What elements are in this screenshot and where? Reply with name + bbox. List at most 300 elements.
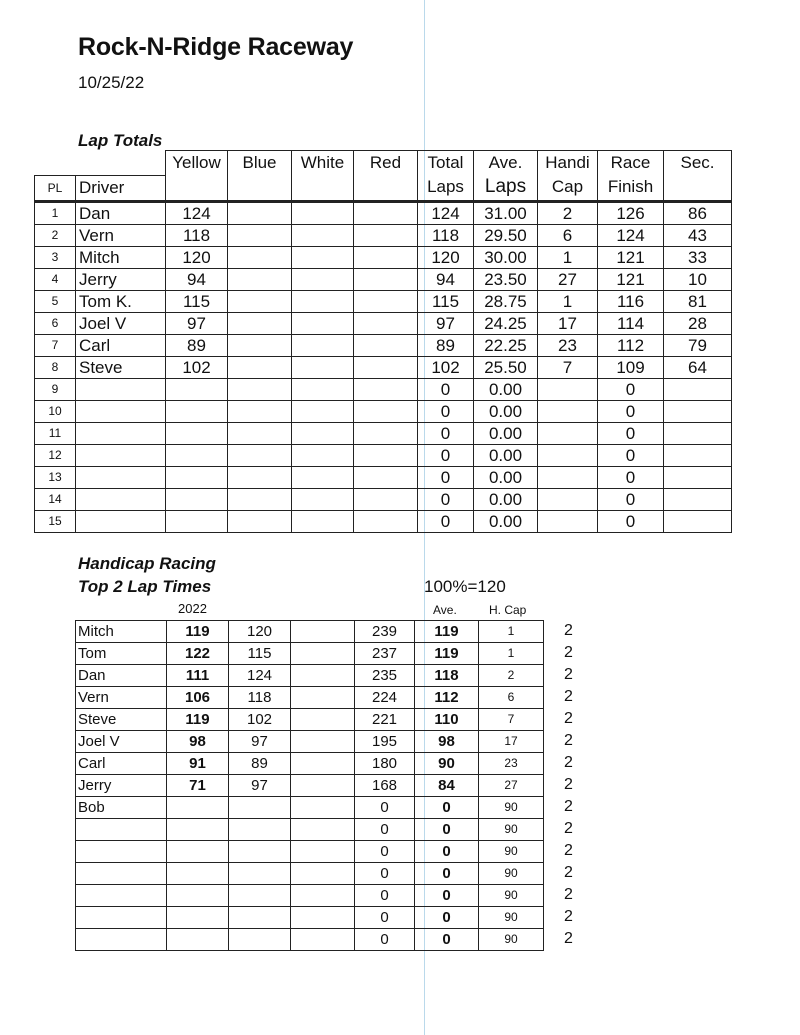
handicap-row [76, 819, 544, 841]
col-ave-laps-top: Ave. [474, 151, 538, 176]
lap-sum-cell: 235 [355, 665, 415, 687]
sec-cell [664, 400, 732, 422]
lap-sum-cell: 224 [355, 687, 415, 709]
handicap-row [76, 907, 544, 929]
race-finish-cell: 0 [598, 444, 664, 466]
place-cell: 5 [35, 290, 76, 312]
col-yellow: Yellow [166, 151, 228, 176]
handicap-cell: 17 [538, 312, 598, 334]
col-handicap-bottom: Cap [538, 175, 598, 201]
handicap-cell [538, 466, 598, 488]
yellow-cell: 120 [166, 246, 228, 268]
place-cell: 2 [35, 224, 76, 246]
best-lap-cell [167, 841, 229, 863]
lap-row [35, 422, 732, 444]
best-lap-cell: 122 [167, 643, 229, 665]
lap-sum-cell: 0 [355, 907, 415, 929]
handicap-driver-cell [76, 929, 167, 951]
best-lap-cell: 91 [167, 753, 229, 775]
empty-cell [291, 819, 355, 841]
second-lap-cell: 120 [229, 621, 291, 643]
place-cell: 7 [35, 334, 76, 356]
empty-cell [291, 885, 355, 907]
blue-cell [228, 356, 292, 378]
average-cell: 119 [415, 621, 479, 643]
sec-cell: 64 [664, 356, 732, 378]
average-cell: 90 [415, 753, 479, 775]
average-cell: 0 [415, 841, 479, 863]
best-lap-cell [167, 885, 229, 907]
empty-cell [291, 731, 355, 753]
hcap-cell: 90 [479, 907, 544, 929]
col-blue-sub [228, 175, 292, 201]
handicap-driver-cell [76, 841, 167, 863]
handicap-extra-value: 2 [564, 732, 573, 749]
second-lap-cell [229, 885, 291, 907]
red-cell [354, 488, 418, 510]
best-lap-cell: 98 [167, 731, 229, 753]
col-yellow-sub [166, 175, 228, 201]
red-cell [354, 466, 418, 488]
best-lap-cell: 119 [167, 709, 229, 731]
blue-cell [228, 488, 292, 510]
sec-cell: 79 [664, 334, 732, 356]
second-lap-cell [229, 841, 291, 863]
lap-row [35, 444, 732, 466]
hcap-cell: 90 [479, 863, 544, 885]
red-cell [354, 246, 418, 268]
ave-laps-cell: 0.00 [474, 378, 538, 400]
total-laps-cell: 120 [418, 246, 474, 268]
driver-cell [76, 488, 166, 510]
place-cell: 1 [35, 201, 76, 224]
yellow-cell [166, 378, 228, 400]
handicap-extra-value: 2 [564, 754, 573, 771]
red-cell [354, 312, 418, 334]
total-laps-cell: 0 [418, 444, 474, 466]
lap-sum-cell: 168 [355, 775, 415, 797]
col-pl: PL [35, 175, 76, 201]
yellow-cell: 124 [166, 201, 228, 224]
sec-cell: 81 [664, 290, 732, 312]
race-finish-cell: 109 [598, 356, 664, 378]
handicap-row [76, 863, 544, 885]
empty-cell [291, 709, 355, 731]
lap-row [35, 378, 732, 400]
ave-laps-cell: 28.75 [474, 290, 538, 312]
lap-row [35, 268, 732, 290]
lap-sum-cell: 0 [355, 841, 415, 863]
race-finish-cell: 126 [598, 201, 664, 224]
empty-cell [291, 621, 355, 643]
ave-laps-cell: 29.50 [474, 224, 538, 246]
driver-cell: Joel V [76, 312, 166, 334]
average-cell: 118 [415, 665, 479, 687]
handicap-row [76, 621, 544, 643]
yellow-cell: 97 [166, 312, 228, 334]
second-lap-cell: 97 [229, 731, 291, 753]
blue-cell [228, 201, 292, 224]
red-cell [354, 510, 418, 532]
col-sec-sub [664, 175, 732, 201]
empty-cell [291, 775, 355, 797]
handicap-row [76, 775, 544, 797]
average-cell: 0 [415, 797, 479, 819]
hcap-cell: 90 [479, 929, 544, 951]
driver-cell [76, 466, 166, 488]
lap-row [35, 290, 732, 312]
page-title: Rock-N-Ridge Raceway [78, 33, 354, 61]
col-white-sub [292, 175, 354, 201]
blue-cell [228, 466, 292, 488]
place-cell: 4 [35, 268, 76, 290]
handicap-cell: 2 [538, 201, 598, 224]
race-finish-cell: 0 [598, 378, 664, 400]
ave-laps-cell: 0.00 [474, 422, 538, 444]
average-cell: 0 [415, 929, 479, 951]
lap-totals-table [34, 150, 732, 533]
col-blue: Blue [228, 151, 292, 176]
hcap-cell: 2 [479, 665, 544, 687]
place-cell: 12 [35, 444, 76, 466]
white-cell [292, 312, 354, 334]
handicap-racing-title: Handicap Racing [78, 554, 216, 573]
blue-cell [228, 400, 292, 422]
second-lap-cell [229, 907, 291, 929]
best-lap-cell: 106 [167, 687, 229, 709]
lap-row [35, 466, 732, 488]
yellow-cell [166, 422, 228, 444]
handicap-cell: 7 [538, 356, 598, 378]
sec-cell: 43 [664, 224, 732, 246]
best-lap-cell: 71 [167, 775, 229, 797]
ave-laps-cell: 23.50 [474, 268, 538, 290]
driver-cell [76, 400, 166, 422]
driver-cell: Dan [76, 201, 166, 224]
race-finish-cell: 121 [598, 246, 664, 268]
white-cell [292, 356, 354, 378]
race-finish-cell: 0 [598, 422, 664, 444]
best-lap-cell [167, 929, 229, 951]
blue-cell [228, 510, 292, 532]
red-cell [354, 378, 418, 400]
ave-laps-cell: 0.00 [474, 488, 538, 510]
yellow-cell: 94 [166, 268, 228, 290]
lap-row [35, 510, 732, 532]
white-cell [292, 400, 354, 422]
yellow-cell: 118 [166, 224, 228, 246]
col-sec: Sec. [664, 151, 732, 176]
handicap-row [76, 709, 544, 731]
hcap-cell: 17 [479, 731, 544, 753]
sec-cell: 10 [664, 268, 732, 290]
average-cell: 112 [415, 687, 479, 709]
yellow-cell [166, 444, 228, 466]
handicap-row [76, 929, 544, 951]
total-laps-cell: 0 [418, 510, 474, 532]
handicap-extra-value: 2 [564, 908, 573, 925]
blue-cell [228, 444, 292, 466]
red-cell [354, 224, 418, 246]
white-cell [292, 444, 354, 466]
second-lap-cell [229, 929, 291, 951]
col-ave-laps-bottom: Laps [474, 175, 538, 201]
second-lap-cell [229, 819, 291, 841]
handicap-cell: 6 [538, 224, 598, 246]
col-handicap-top: Handi [538, 151, 598, 176]
total-laps-cell: 0 [418, 378, 474, 400]
ave-laps-cell: 22.25 [474, 334, 538, 356]
empty-cell [291, 687, 355, 709]
handicap-extra-value: 2 [564, 688, 573, 705]
handicap-cell [538, 400, 598, 422]
handicap-driver-cell: Steve [76, 709, 167, 731]
handicap-extra-value: 2 [564, 798, 573, 815]
hcap-cell: 90 [479, 841, 544, 863]
hcap-cell: 90 [479, 885, 544, 907]
yellow-cell [166, 488, 228, 510]
lap-sum-cell: 0 [355, 863, 415, 885]
col-driver: Driver [76, 175, 166, 201]
white-cell [292, 466, 354, 488]
yellow-cell: 102 [166, 356, 228, 378]
sec-cell [664, 488, 732, 510]
blue-cell [228, 312, 292, 334]
lap-sum-cell: 195 [355, 731, 415, 753]
second-lap-cell [229, 797, 291, 819]
handicap-row [76, 643, 544, 665]
ave-laps-cell: 25.50 [474, 356, 538, 378]
ave-laps-cell: 0.00 [474, 400, 538, 422]
race-finish-cell: 0 [598, 400, 664, 422]
header-blank [76, 151, 166, 176]
lap-sum-cell: 0 [355, 797, 415, 819]
handicap-extra-value: 2 [564, 820, 573, 837]
blue-cell [228, 246, 292, 268]
race-date: 10/25/22 [78, 73, 145, 92]
handicap-extra-value: 2 [564, 622, 573, 639]
year-label: 2022 [178, 601, 207, 616]
average-cell: 0 [415, 907, 479, 929]
place-cell: 6 [35, 312, 76, 334]
lap-table-header-row-2 [35, 175, 732, 201]
place-cell: 11 [35, 422, 76, 444]
best-lap-cell [167, 907, 229, 929]
second-lap-cell: 115 [229, 643, 291, 665]
lap-table-header-row-1 [35, 151, 732, 176]
col-red-sub [354, 175, 418, 201]
red-cell [354, 400, 418, 422]
best-lap-cell [167, 797, 229, 819]
total-laps-cell: 0 [418, 466, 474, 488]
lap-row [35, 488, 732, 510]
lap-totals-title: Lap Totals [78, 131, 163, 150]
handicap-cell [538, 422, 598, 444]
hcap-cell: 90 [479, 797, 544, 819]
lap-row [35, 224, 732, 246]
handicap-extra-value: 2 [564, 886, 573, 903]
col-race-finish-top: Race [598, 151, 664, 176]
lap-sum-cell: 237 [355, 643, 415, 665]
handicap-cell [538, 378, 598, 400]
handicap-driver-cell: Dan [76, 665, 167, 687]
second-lap-cell: 102 [229, 709, 291, 731]
total-laps-cell: 0 [418, 400, 474, 422]
yellow-cell: 89 [166, 334, 228, 356]
red-cell [354, 268, 418, 290]
white-cell [292, 224, 354, 246]
lap-sum-cell: 0 [355, 819, 415, 841]
total-laps-cell: 97 [418, 312, 474, 334]
race-finish-cell: 121 [598, 268, 664, 290]
empty-cell [291, 863, 355, 885]
empty-cell [291, 665, 355, 687]
handicap-extra-value: 2 [564, 776, 573, 793]
handicap-cell [538, 444, 598, 466]
race-finish-cell: 114 [598, 312, 664, 334]
best-lap-cell [167, 819, 229, 841]
handicap-row [76, 687, 544, 709]
lap-row [35, 334, 732, 356]
white-cell [292, 290, 354, 312]
sec-cell: 28 [664, 312, 732, 334]
average-cell: 84 [415, 775, 479, 797]
driver-cell: Steve [76, 356, 166, 378]
blue-cell [228, 290, 292, 312]
driver-cell [76, 444, 166, 466]
blue-cell [228, 224, 292, 246]
white-cell [292, 334, 354, 356]
white-cell [292, 488, 354, 510]
second-lap-cell: 124 [229, 665, 291, 687]
race-finish-cell: 0 [598, 466, 664, 488]
red-cell [354, 334, 418, 356]
handicap-row [76, 731, 544, 753]
driver-cell: Carl [76, 334, 166, 356]
place-cell: 10 [35, 400, 76, 422]
ave-laps-cell: 0.00 [474, 444, 538, 466]
place-cell: 15 [35, 510, 76, 532]
sec-cell [664, 444, 732, 466]
sec-cell: 86 [664, 201, 732, 224]
average-cell: 0 [415, 863, 479, 885]
driver-cell: Jerry [76, 268, 166, 290]
white-cell [292, 246, 354, 268]
race-finish-cell: 116 [598, 290, 664, 312]
driver-cell: Mitch [76, 246, 166, 268]
handicap-driver-cell: Jerry [76, 775, 167, 797]
red-cell [354, 356, 418, 378]
hcap-cell: 23 [479, 753, 544, 775]
lap-sum-cell: 0 [355, 885, 415, 907]
lap-sum-cell: 239 [355, 621, 415, 643]
average-cell: 119 [415, 643, 479, 665]
col-race-finish-bottom: Finish [598, 175, 664, 201]
race-finish-cell: 0 [598, 488, 664, 510]
handicap-cell: 1 [538, 246, 598, 268]
average-cell: 0 [415, 885, 479, 907]
empty-cell [291, 907, 355, 929]
handicap-extra-value: 2 [564, 842, 573, 859]
yellow-cell: 115 [166, 290, 228, 312]
hcap-cell: 27 [479, 775, 544, 797]
handicap-cell: 1 [538, 290, 598, 312]
header-blank [35, 151, 76, 176]
handicap-driver-cell [76, 819, 167, 841]
handicap-table [75, 620, 544, 951]
ave-laps-cell: 0.00 [474, 510, 538, 532]
handicap-driver-cell: Vern [76, 687, 167, 709]
driver-cell [76, 378, 166, 400]
lap-row [35, 312, 732, 334]
total-laps-cell: 118 [418, 224, 474, 246]
handicap-cell [538, 488, 598, 510]
empty-cell [291, 929, 355, 951]
col-total-laps-top: Total [418, 151, 474, 176]
handicap-extra-column [564, 620, 573, 950]
handicap-extra-value: 2 [564, 864, 573, 881]
handicap-driver-cell: Tom [76, 643, 167, 665]
total-laps-cell: 89 [418, 334, 474, 356]
col-white: White [292, 151, 354, 176]
white-cell [292, 422, 354, 444]
second-lap-cell: 89 [229, 753, 291, 775]
handicap-extra-value: 2 [564, 710, 573, 727]
sec-cell [664, 422, 732, 444]
col-total-laps-bottom: Laps [418, 175, 474, 201]
place-cell: 14 [35, 488, 76, 510]
total-laps-cell: 115 [418, 290, 474, 312]
total-laps-cell: 0 [418, 422, 474, 444]
driver-cell: Vern [76, 224, 166, 246]
sec-cell: 33 [664, 246, 732, 268]
blue-cell [228, 422, 292, 444]
handicap-row [76, 885, 544, 907]
red-cell [354, 444, 418, 466]
total-laps-cell: 0 [418, 488, 474, 510]
second-lap-cell [229, 863, 291, 885]
percent-note: 100%=120 [424, 577, 506, 596]
lap-sum-cell: 180 [355, 753, 415, 775]
place-cell: 8 [35, 356, 76, 378]
handicap-row [76, 797, 544, 819]
average-cell: 110 [415, 709, 479, 731]
white-cell [292, 378, 354, 400]
col-red: Red [354, 151, 418, 176]
lap-row [35, 356, 732, 378]
handicap-extra-value: 2 [564, 644, 573, 661]
hcap-cell: 6 [479, 687, 544, 709]
average-cell: 98 [415, 731, 479, 753]
red-cell [354, 201, 418, 224]
race-finish-cell: 0 [598, 510, 664, 532]
ave-label: Ave. [433, 603, 457, 617]
hcap-cell: 1 [479, 621, 544, 643]
handicap-cell: 27 [538, 268, 598, 290]
empty-cell [291, 753, 355, 775]
red-cell [354, 290, 418, 312]
hcap-cell: 7 [479, 709, 544, 731]
sec-cell [664, 510, 732, 532]
handicap-driver-cell [76, 907, 167, 929]
yellow-cell [166, 466, 228, 488]
ave-laps-cell: 24.25 [474, 312, 538, 334]
red-cell [354, 422, 418, 444]
handicap-cell: 23 [538, 334, 598, 356]
lap-row [35, 400, 732, 422]
ave-laps-cell: 31.00 [474, 201, 538, 224]
handicap-driver-cell [76, 863, 167, 885]
